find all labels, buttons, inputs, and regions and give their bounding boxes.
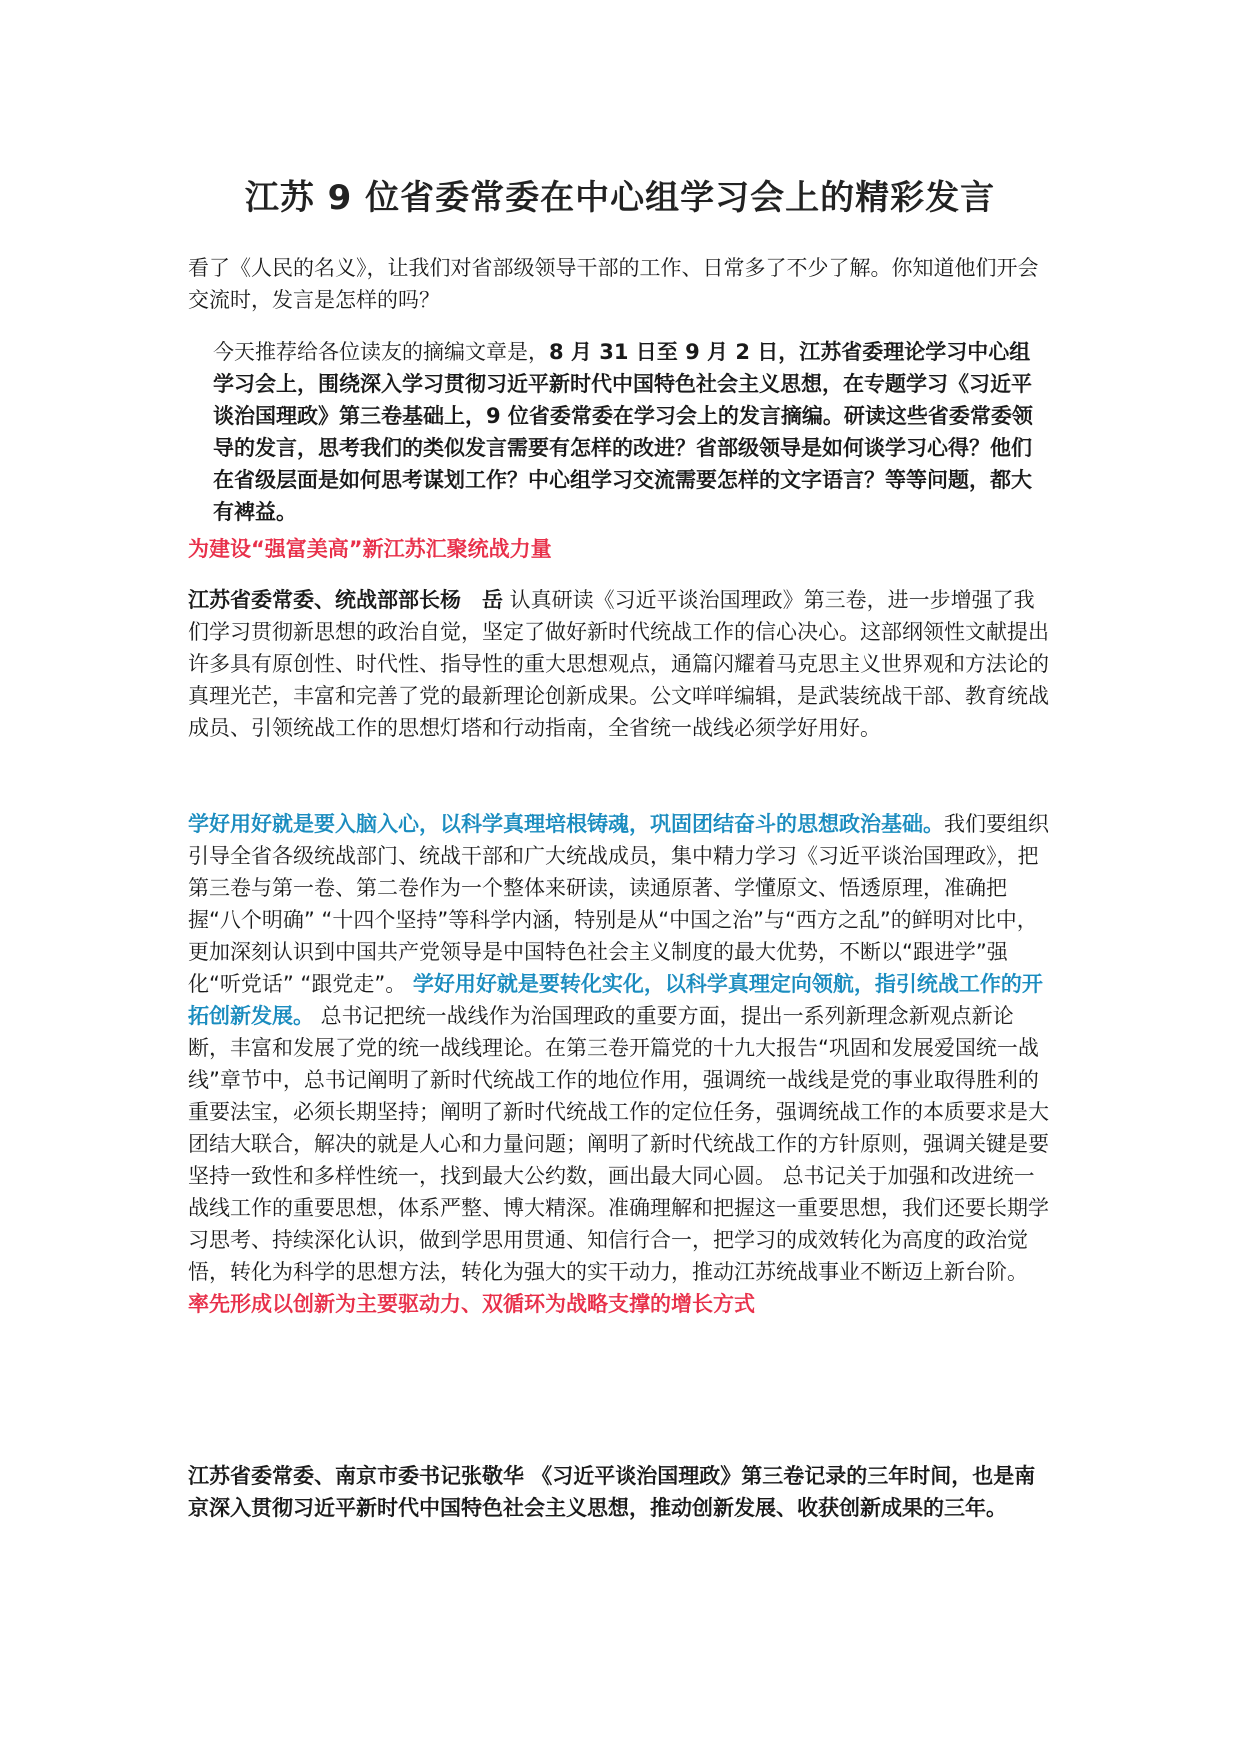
paragraph-study-use: [188, 808, 1054, 1320]
paragraph-yang-yue: [188, 584, 1054, 744]
intro-paragraph: 看了《人民的名义》，让我们对省部级领导干部的工作、日常多了不少了解。你知道他们开会交流时，发言是怎样的吗？: [188, 256, 1039, 312]
editor-note-lead: 今天推荐给各位读友的摘编文章是，: [213, 340, 549, 364]
paragraph-text: 认真研读《习近平谈治国理政》第三卷，进一步增强了我们学习贯彻新思想的政治自觉，坚定了做好新时代统战工作的信心决心。这部纲领性文献提出许多具有原创性、时代性、指导性的重大思想观点，通篇闪耀着马克思主义世界观和方法论的真理光芒，丰富和完善了党的最新理论创新成果。公文咩咩编辑，是武装统战干部、教育统战成员、引领统战工作的思想灯塔和行动指南，全省统一战线必须学好用好。: [188, 588, 1049, 740]
paragraph-zhang-jinghua: 江苏省委常委、南京市委书记张敬华 《习近平谈治国理政》第三卷记录的三年时间，也是南京深入贯彻习近平新时代中国特色社会主义思想，推动创新发展、收获创新成果的三年。: [188, 1464, 1036, 1520]
speaker-yang-yue: 江苏省委常委、统战部部长杨 岳: [188, 588, 503, 612]
paragraph-text: 总书记把统一战线作为治国理政的重要方面，提出一系列新理念新观点新论断，丰富和发展了党的统一战线理论。在第三卷开篇党的十九大报告“巩固和发展爱国统一战线”章节中，总书记阐明了新时代统战工作的地位作用，强调统一战线是党的事业取得胜利的重要法宝，必须长期坚持；阐明了新时代统战工作的定位任务，强调统战工作的本质要求是大团结大联合，解决的就是人心和力量问题；阐明了新时代统战工作的方针原则，强调关键是要坚持一致性和多样性统一，找到最大公约数，画出最大同心圆。 总书记关于加强和改进统一战线工作的重要思想，体系严整、博大精深。准确理解和把握这一重要思想，我们还要长期学习思考、持续深化认识，做到学思用贯通、知信行合一，把学习的成效转化为高度的政治觉悟，转化为科学的思想方法，转化为强大的实干动力，推动江苏统战事业不断迈上新台阶。: [188, 1004, 1049, 1284]
highlight-blue-2: 学好用好就是要转化实化，以科学真理定向领航，指引统战工作的开拓创新发展。: [188, 972, 1043, 1028]
paragraph-text: 我们要组织引导全省各级统战部门、统战干部和广大统战成员，集中精力学习《习近平谈治国理政》，把第三卷与第一卷、第二卷作为一个整体来研读，读通原著、学懂原文、悟透原理，准确把握“八个明确” “十四个坚持”等科学内涵，特别是从“中国之治”与“西方之乱”的鲜明对比中，更加深刻认识到中国共产党领导是中国特色社会主义制度的最大优势，不断以“跟进学”强化“听党话” “跟党走”。: [188, 812, 1049, 996]
editor-note: [213, 336, 1035, 528]
highlight-blue-1: 学好用好就是要入脑入心，以科学真理培根铸魂，巩固团结奋斗的思想政治基础。: [188, 812, 944, 836]
editor-note-bold: 8 月 31 日至 9 月 2 日，江苏省委理论学习中心组学习会上，围绕深入学习贯彻习近平新时代中国特色社会主义思想，在专题学习《习近平谈治国理政》第三卷基础上，9 位省委常委在学习会上的发言摘编。研读这些省委常委领导的发言，思考我们的类似发言需要有怎样的改进？省部级领导是如何谈学习心得？他们在省级层面是如何思考谋划工作？中心组学习交流需要怎样的文字语言？等等问题，都大有裨益。: [213, 340, 1033, 524]
section-heading-united-front: 为建设“强富美高”新江苏汇聚统战力量: [188, 537, 552, 561]
section-heading-innovation: 率先形成以创新为主要驱动力、双循环为战略支撑的增长方式: [188, 1292, 755, 1316]
document-title: 江苏 9 位省委常委在中心组学习会上的精彩发言: [244, 178, 996, 218]
